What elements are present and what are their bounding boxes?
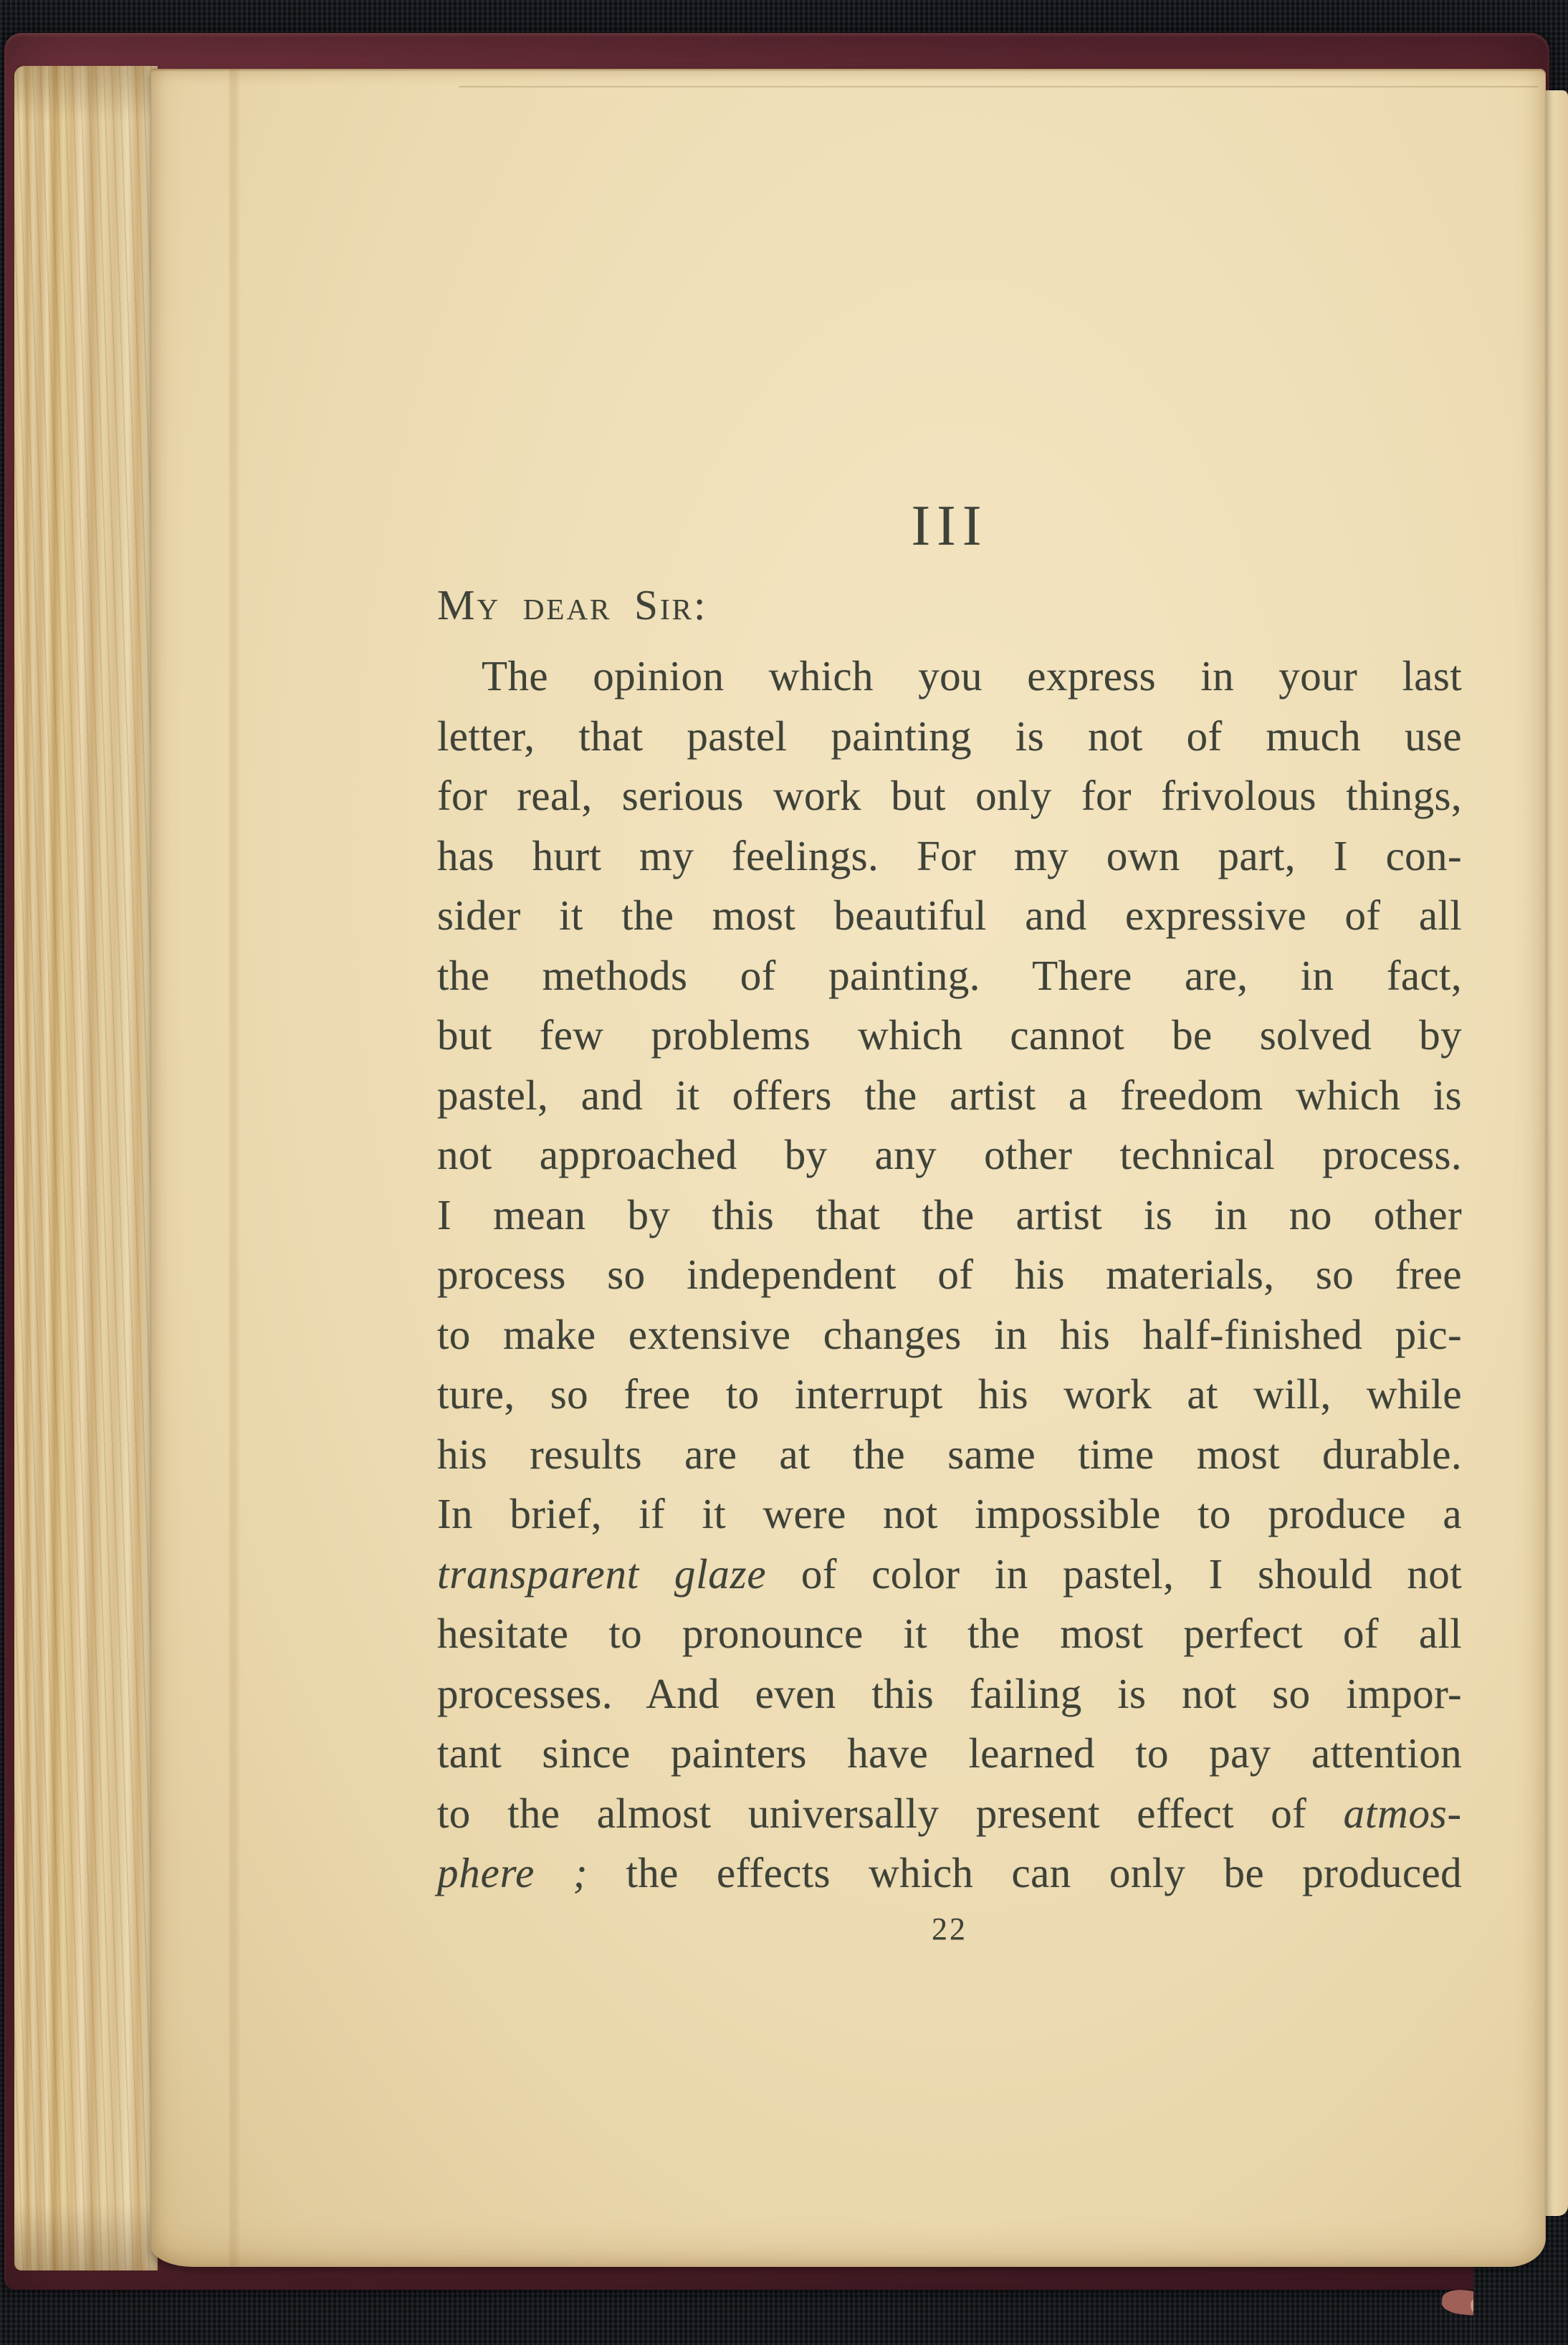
text-line: The opinion which you express in your last (482, 652, 1462, 699)
text-line: transparent glaze of color in pastel, I should not (437, 1549, 1462, 1597)
text-line: letter, that pastel painting is not of much use (437, 712, 1462, 760)
text-line: not approached by any other technical process. (437, 1131, 1462, 1178)
text-line: phere ; the effects which can only be produced (437, 1849, 1462, 1896)
text-line: tant since painters have learned to pay attention (437, 1729, 1462, 1777)
page-edge-stack (14, 66, 158, 2270)
text-line: his results are at the same time most durable. (437, 1430, 1462, 1478)
text-line: hesitate to pronounce it the most perfect of all (437, 1610, 1462, 1657)
text-line: to make extensive changes in his half-finished pic- (437, 1310, 1462, 1358)
under-page-edge-line (459, 86, 1539, 87)
salutation: My dear Sir: (437, 581, 708, 629)
text-line: sider it the most beautiful and expressive of all (437, 892, 1462, 939)
text-line: In brief, if it were not impossible to produce a (437, 1490, 1462, 1537)
text-line: ture, so free to interrupt his work at will, while (437, 1370, 1462, 1418)
text-line: the methods of painting. There are, in fact, (437, 951, 1462, 999)
text-line: for real, serious work but only for frivolous things, (437, 772, 1462, 819)
text-line: I mean by this that the artist is in no other (437, 1190, 1462, 1238)
text-line: has hurt my feelings. For my own part, I con- (437, 831, 1462, 879)
book-page (150, 69, 1546, 2267)
body-text (437, 646, 1462, 1904)
text-line: processes. And even this failing is not so impor- (437, 1669, 1462, 1717)
chapter-heading: III (911, 495, 988, 558)
page-number: 22 (932, 1911, 967, 1947)
text-line: process so independent of his materials, so free (437, 1251, 1462, 1298)
text-line: to the almost universally present effect of atmos- (437, 1789, 1462, 1837)
text-line: pastel, and it offers the artist a freedom which is (437, 1071, 1462, 1119)
text-line: but few problems which cannot be solved by (437, 1011, 1462, 1059)
